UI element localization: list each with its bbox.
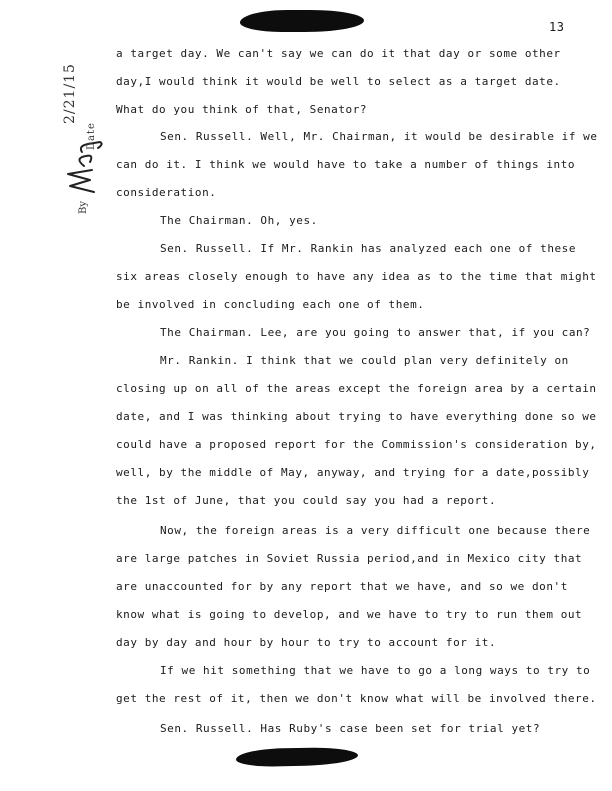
text-line: be involved in concluding each one of them. — [116, 298, 425, 311]
text-line: are unaccounted for by any report that we have, and so we don't — [116, 580, 568, 593]
text-line: a target day. We can't say we can do it that day or some other — [116, 47, 561, 60]
declassification-stamp — [48, 63, 118, 216]
text-line: date, and I was thinking about trying to have everything done so we — [116, 410, 597, 423]
text-line: get the rest of it, then we don't know what will be involved there. — [116, 692, 597, 705]
text-line: Sen. Russell. Has Ruby's case been set for trial yet? — [160, 722, 541, 735]
handwritten-initials — [60, 126, 104, 196]
text-line: The Chairman. Oh, yes. — [160, 214, 318, 227]
text-line: If we hit something that we have to go a long ways to try to — [160, 664, 591, 677]
text-line: What do you think of that, Senator? — [116, 103, 368, 116]
text-line: Now, the foreign areas is a very difficult one because there — [160, 524, 591, 537]
text-line: Sen. Russell. If Mr. Rankin has analyzed each one of these — [160, 242, 577, 255]
text-line: The Chairman. Lee, are you going to answer that, if you can? — [160, 326, 591, 339]
stamp-date-label: Date — [86, 122, 97, 150]
text-line: consideration. — [116, 186, 217, 199]
text-line: are large patches in Soviet Russia period,and in Mexico city that — [116, 552, 583, 565]
text-line: Sen. Russell. Well, Mr. Chairman, it would be desirable if we — [160, 130, 598, 143]
stamp-by-label: By — [78, 201, 89, 214]
page-number: 13 — [549, 20, 565, 34]
text-line: well, by the middle of May, anyway, and trying for a date,possibly — [116, 466, 590, 479]
redaction-bar-bottom — [236, 747, 358, 768]
stamp-date-value: 2/21/15 — [62, 63, 78, 124]
text-line: six areas closely enough to have any idea as to the time that might — [116, 270, 597, 283]
text-line: know what is going to develop, and we have to try to run them out — [116, 608, 583, 621]
redaction-bar-top — [240, 10, 364, 32]
text-line: closing up on all of the areas except the foreign area by a certain — [116, 382, 597, 395]
text-line: could have a proposed report for the Commission's consideration by, — [116, 438, 597, 451]
text-line: Mr. Rankin. I think that we could plan very definitely on — [160, 354, 569, 367]
text-line: day by day and hour by hour to try to account for it. — [116, 636, 497, 649]
text-line: day,I would think it would be well to select as a target date. — [116, 75, 561, 88]
text-line: the 1st of June, that you could say you had a report. — [116, 494, 497, 507]
text-line: can do it. I think we would have to take a number of things into — [116, 158, 576, 171]
